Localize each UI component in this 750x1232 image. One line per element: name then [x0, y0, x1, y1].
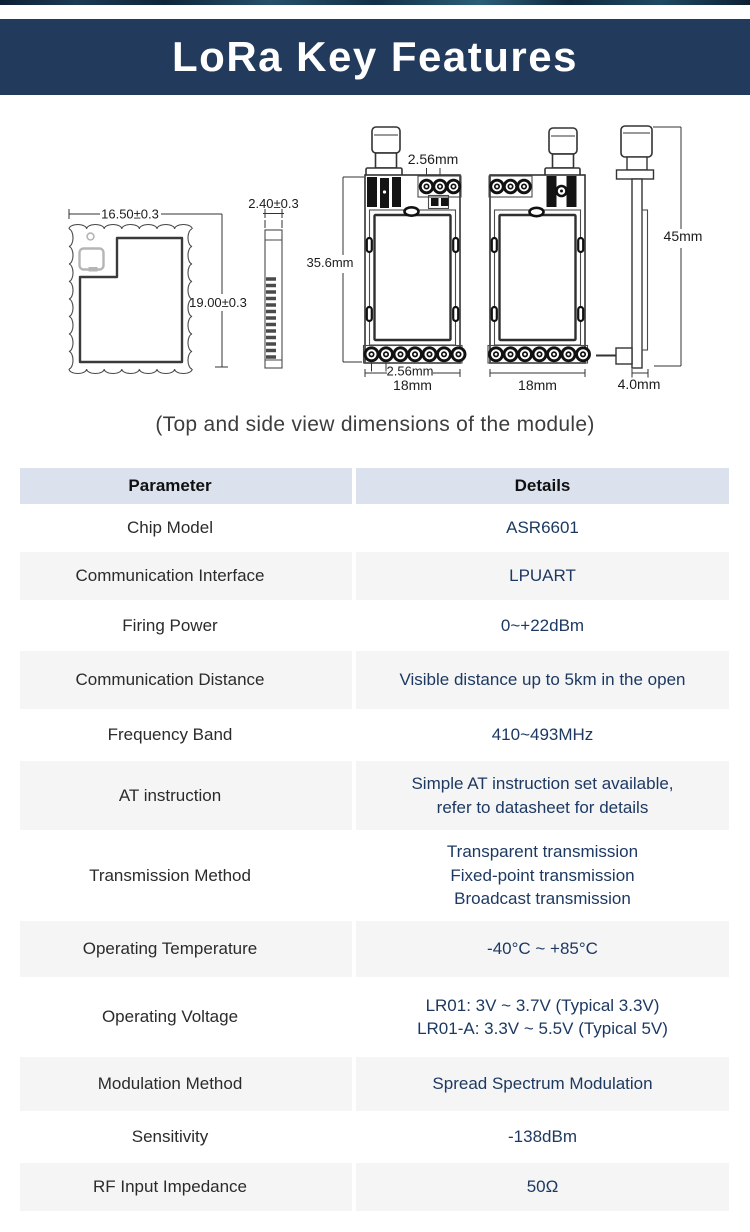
details-line: Broadcast transmission	[454, 889, 631, 909]
details-cell	[352, 600, 729, 651]
details-line: 410~493MHz	[491, 725, 594, 745]
details-line: LPUART	[509, 566, 576, 586]
table-row-transmission-method	[20, 830, 729, 921]
details-cell	[352, 921, 729, 977]
dim-module2-width: 18mm	[518, 377, 557, 393]
col-header-parameter: Parameter	[128, 476, 212, 495]
details-cell	[352, 504, 729, 552]
dim-pin-pitch-top: 2.56mm	[407, 151, 459, 167]
details-line: LR01-A: 3.3V ~ 5.5V (Typical 5V)	[417, 1019, 668, 1038]
table-row-firing-power	[20, 600, 729, 651]
parameter-cell: Communication Interface	[75, 566, 265, 585]
details-cell	[352, 1163, 729, 1211]
details-line: 0~+22dBm	[500, 615, 585, 635]
parameter-cell: Chip Model	[127, 518, 213, 537]
details-line: -138dBm	[508, 1127, 577, 1147]
top-edge-strip	[0, 0, 750, 5]
details-line: ASR6601	[506, 518, 579, 538]
parameter-cell: Operating Temperature	[82, 939, 258, 958]
module-dimension-drawing	[0, 105, 750, 405]
drawing-caption: (Top and side view dimensions of the module)	[155, 413, 595, 436]
details-cell	[352, 709, 729, 761]
parameter-cell: Sensitivity	[131, 1127, 209, 1146]
details-cell	[352, 552, 729, 600]
page-title: LoRa Key Features	[172, 33, 578, 80]
dim-antenna-length: 45mm	[663, 228, 703, 244]
details-cell	[352, 1057, 729, 1111]
parameter-cell: Communication Distance	[75, 670, 265, 689]
details-line: refer to datasheet for details	[436, 797, 649, 817]
table-row-communication-interface	[20, 552, 729, 600]
table-header-row	[20, 468, 729, 504]
details-cell	[352, 651, 729, 709]
details-line: Visible distance up to 5km in the open	[399, 670, 686, 690]
antenna-side-view	[596, 126, 702, 392]
parameter-cell: Operating Voltage	[101, 1007, 239, 1026]
module-front-view-1	[364, 127, 466, 393]
details-line: -40°C ~ +85°C	[487, 939, 598, 959]
dim-module1-width: 18mm	[393, 377, 432, 393]
table-row-at-instruction	[20, 761, 729, 830]
table-row-modulation-method	[20, 1057, 729, 1111]
dim-side-thickness: 2.40±0.3	[248, 196, 299, 211]
table-row-chip-model	[20, 504, 729, 552]
spec-table	[20, 468, 729, 1211]
details-line: Transparent transmission	[446, 842, 639, 862]
module-height-dimension	[307, 177, 364, 362]
dim-module-height: 35.6mm	[306, 255, 354, 270]
dim-antenna-width: 4.0mm	[617, 376, 661, 392]
dim-pin-pitch-bottom: 2.56mm	[386, 363, 434, 379]
details-cell	[352, 761, 729, 830]
details-line: Spread Spectrum Modulation	[432, 1074, 653, 1094]
details-cell	[352, 977, 729, 1057]
parameter-cell: AT instruction	[118, 785, 222, 805]
table-row-rf-input-impedance	[20, 1163, 729, 1211]
details-cell	[352, 1111, 729, 1163]
parameter-cell: Transmission Method	[89, 865, 251, 885]
table-row-frequency-band	[20, 709, 729, 761]
details-line: Fixed-point transmission	[450, 865, 635, 885]
title-banner	[0, 19, 750, 95]
dim-top-view-height: 19.00±0.3	[189, 295, 247, 310]
table-row-communication-distance	[20, 651, 729, 709]
details-line: Simple AT instruction set available,	[411, 774, 674, 794]
details-cell	[352, 830, 729, 921]
details-line: LR01: 3V ~ 3.7V (Typical 3.3V)	[425, 995, 660, 1015]
module-side-view	[248, 196, 299, 368]
table-row-operating-voltage	[20, 977, 729, 1057]
dim-top-view-width: 16.50±0.3	[101, 206, 159, 222]
module-front-view-2	[488, 128, 590, 393]
parameter-cell: Modulation Method	[97, 1074, 243, 1093]
module-top-view	[69, 225, 192, 374]
details-line: 50Ω	[526, 1177, 559, 1197]
parameter-cell: Firing Power	[122, 615, 218, 635]
table-row-operating-temperature	[20, 921, 729, 977]
col-header-details: Details	[352, 468, 729, 504]
parameter-cell: Frequency Band	[107, 725, 233, 744]
table-row-sensitivity	[20, 1111, 729, 1163]
parameter-cell: RF Input Impedance	[92, 1177, 248, 1196]
